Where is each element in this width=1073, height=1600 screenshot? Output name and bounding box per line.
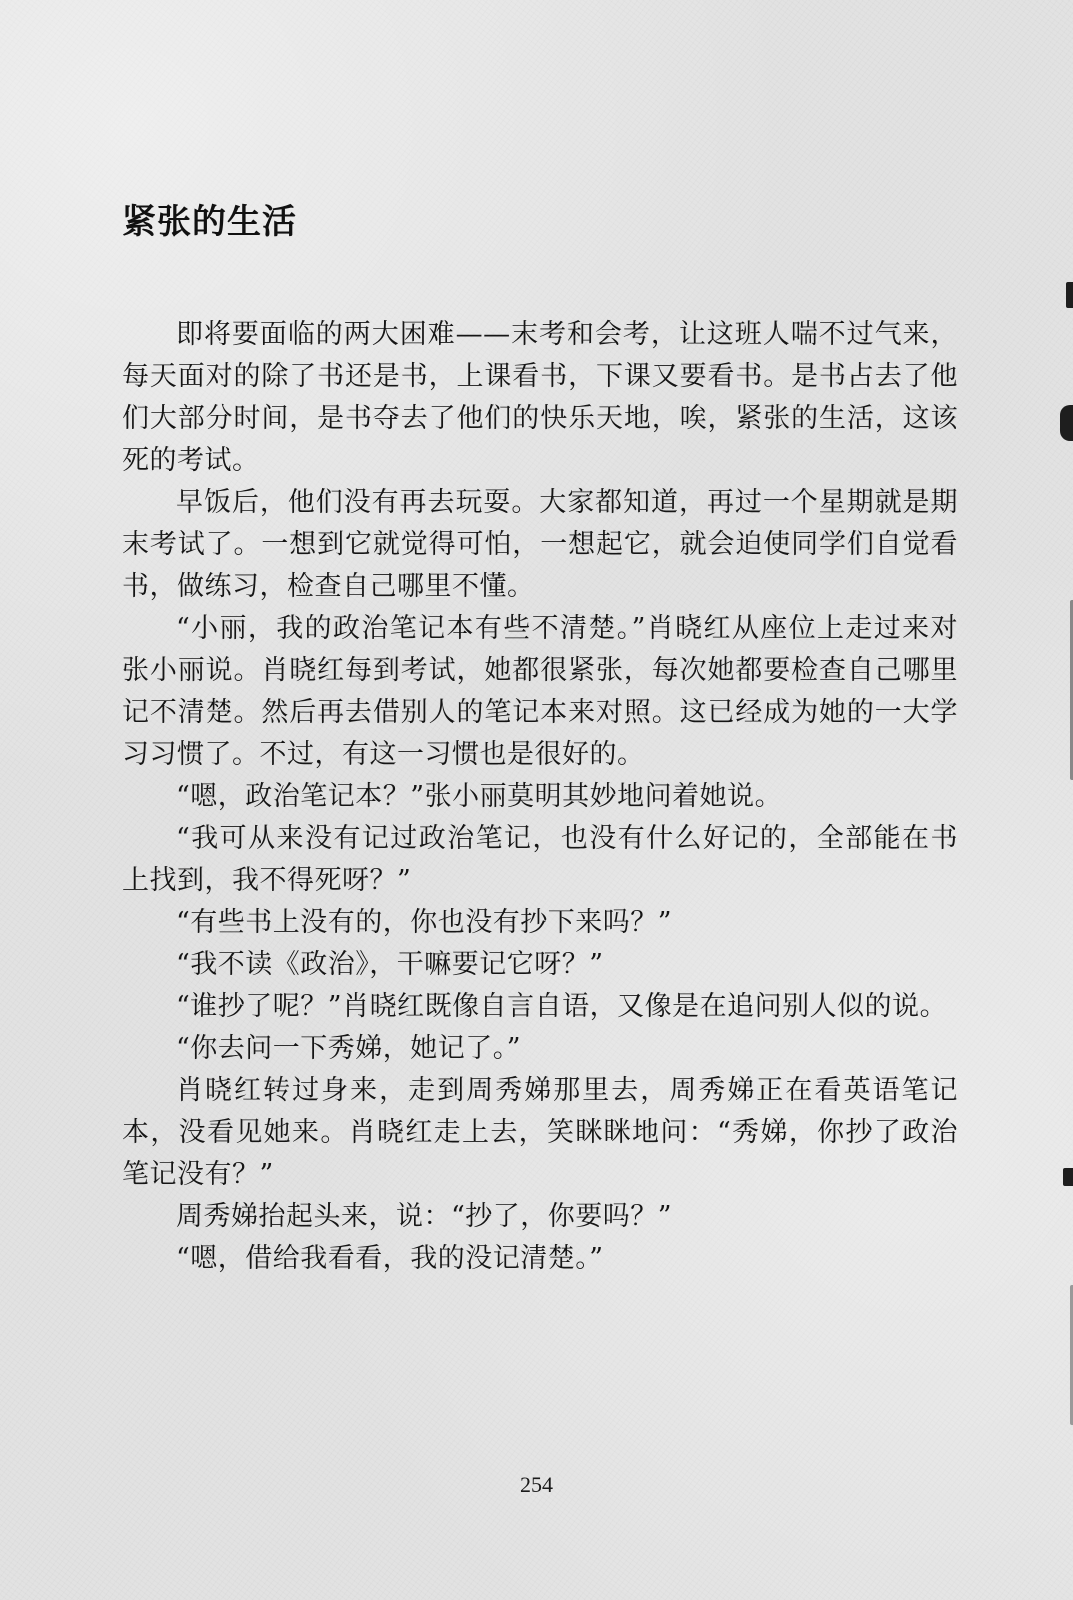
paragraph: 周秀娣抬起头来，说：“抄了，你要吗？”: [176, 1201, 673, 1232]
paragraph: “有些书上没有的，你也没有抄下来吗？”: [176, 907, 673, 938]
paragraph: 即将要面临的两大困难——末考和会考，让这班人喘不过气来，每天面对的除了书还是书，上课看书，下课又要看书。是书占去了他们大部分时间，是书夺去了他们的快乐天地，唉，紧张的生活，这该死的考试。: [122, 319, 958, 476]
paragraph: 肖晓红转过身来，走到周秀娣那里去，周秀娣正在看英语笔记本，没看见她来。肖晓红走上去，笑眯眯地问：“秀娣，你抄了政治笔记没有？”: [122, 1075, 958, 1190]
paragraph: “我可从来没有记过政治笔记，也没有什么好记的，全部能在书上找到，我不得死呀？”: [122, 823, 958, 896]
scan-edge-mark: [1066, 282, 1073, 308]
paragraph: “嗯，政治笔记本？”张小丽莫明其妙地问着她说。: [176, 781, 783, 812]
paragraph: “谁抄了呢？”肖晓红既像自言自语，又像是在追问别人似的说。: [176, 991, 948, 1022]
paragraph: “你去问一下秀娣，她记了。”: [176, 1033, 522, 1064]
scan-edge-mark: [1060, 405, 1073, 441]
body-text: [122, 314, 958, 1280]
page-number: 254: [520, 1472, 553, 1497]
scan-edge-mark: [1063, 1168, 1073, 1186]
paragraph: “小丽，我的政治笔记本有些不清楚。”肖晓红从座位上走过来对张小丽说。肖晓红每到考试，她都很紧张，每次她都要检查自己哪里记不清楚。然后再去借别人的笔记本来对照。这已经成为她的一大学习习惯了。不过，有这一习惯也是很好的。: [122, 613, 958, 770]
paragraph: “嗯，借给我看看，我的没记清楚。”: [176, 1243, 604, 1274]
chapter-title: 紧张的生活: [122, 202, 297, 242]
paragraph: 早饭后，他们没有再去玩耍。大家都知道，再过一个星期就是期末考试了。一想到它就觉得可怕，一想起它，就会迫使同学们自觉看书，做练习，检查自己哪里不懂。: [122, 487, 958, 602]
paragraph: “我不读《政治》，干嘛要记它呀？”: [176, 949, 604, 980]
